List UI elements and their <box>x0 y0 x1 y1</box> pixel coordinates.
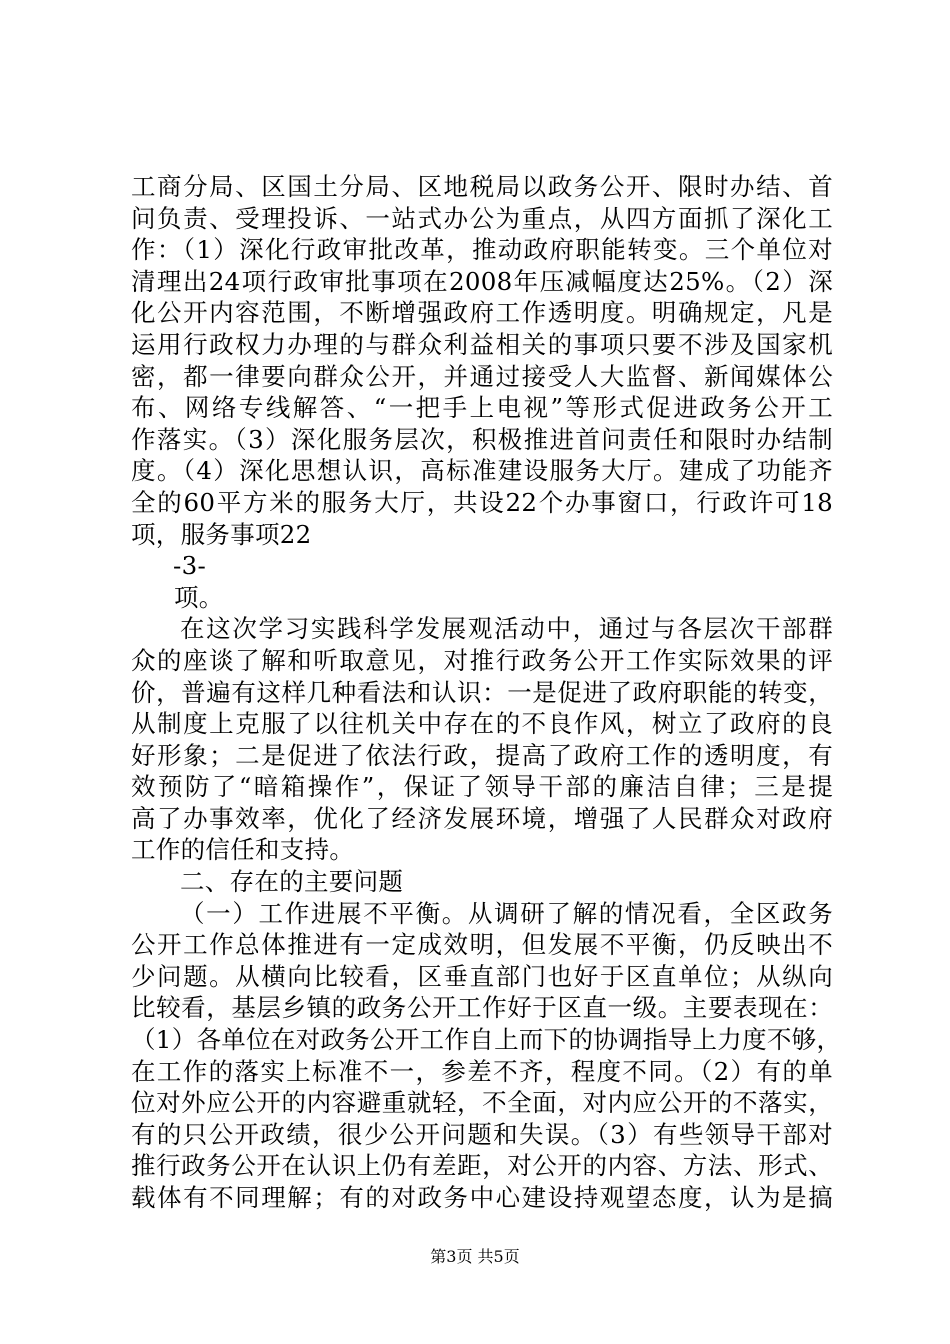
text-line: 布、网络专线解答、“一把手上电视”等形式促进政务公开工 <box>131 393 833 423</box>
text-line: 清理出24项行政审批事项在2008年压减幅度达25%。（2）深 <box>131 266 833 296</box>
text-line: 运用行政权力办理的与群众利益相关的事项只要不涉及国家机 <box>131 329 833 359</box>
text-line: 推行政务公开在认识上仍有差距，对公开的内容、方法、形式、 <box>131 1151 833 1181</box>
text-line: 高了办事效率，优化了经济发展环境，增强了人民群众对政府 <box>131 803 833 833</box>
paragraph-first-line: （一）工作进展不平衡。从调研了解的情况看，全区政务 <box>180 898 833 928</box>
text-line: 在工作的落实上标准不一，参差不齐，程度不同。（2）有的单 <box>131 1056 833 1086</box>
page-footer: 第3页 共5页 <box>430 1247 520 1266</box>
text-line: 有的只公开政绩，很少公开问题和失误。（3）有些领导干部对 <box>131 1119 833 1149</box>
text-line: 工作的信任和支持。 <box>131 835 355 865</box>
text-line: 从制度上克服了以往机关中存在的不良作风，树立了政府的良 <box>131 709 833 739</box>
text-line: 项，服务事项22 <box>131 519 312 549</box>
paragraph-first-line: 在这次学习实践科学发展观活动中，通过与各层次干部群 <box>180 614 833 644</box>
document-body <box>131 171 842 1214</box>
inline-page-marker: -3- <box>173 551 207 581</box>
text-line: 比较看，基层乡镇的政务公开工作好于区直一级。主要表现在： <box>131 993 833 1023</box>
text-line: 众的座谈了解和听取意见，对推行政务公开工作实际效果的评 <box>131 645 833 675</box>
text-line: 少问题。从横向比较看，区垂直部门也好于区直单位；从纵向 <box>131 961 833 991</box>
text-line: （1）各单位在对政务公开工作自上而下的协调指导上力度不够， <box>131 1025 842 1055</box>
text-line: 全的60平方米的服务大厅，共设22个办事窗口，行政许可18 <box>131 487 833 517</box>
text-line: 公开工作总体推进有一定成效明，但发展不平衡，仍反映出不 <box>131 930 833 960</box>
text-line: 效预防了“暗箱操作”，保证了领导干部的廉洁自律；三是提 <box>131 772 833 802</box>
text-line: 载体有不同理解；有的对政务中心建设持观望态度，认为是搞 <box>131 1183 833 1212</box>
text-line: 项。 <box>174 582 224 612</box>
text-line: 问负责、受理投诉、一站式办公为重点，从四方面抓了深化工 <box>131 203 833 233</box>
text-line: 作落实。（3）深化服务层次，积极推进首问责任和限时办结制 <box>131 424 833 454</box>
text-line: 密，都一律要向群众公开，并通过接受人大监督、新闻媒体公 <box>131 361 833 391</box>
text-line: 好形象；二是促进了依法行政，提高了政府工作的透明度，有 <box>131 740 833 770</box>
text-line: 工商分局、区国土分局、区地税局以政务公开、限时办结、首 <box>131 172 833 201</box>
text-line: 化公开内容范围，不断增强政府工作透明度。明确规定，凡是 <box>131 298 833 328</box>
text-line: 价，普遍有这样几种看法和认识：一是促进了政府职能的转变， <box>131 677 833 707</box>
section-heading: 二、存在的主要问题 <box>180 867 404 897</box>
text-line: 位对外应公开的内容避重就轻，不全面，对内应公开的不落实， <box>131 1088 833 1118</box>
text-line: 度。（4）深化思想认识，高标准建设服务大厅。建成了功能齐 <box>131 456 833 486</box>
text-line: 作：（1）深化行政审批改革，推动政府职能转变。三个单位对 <box>131 235 833 265</box>
